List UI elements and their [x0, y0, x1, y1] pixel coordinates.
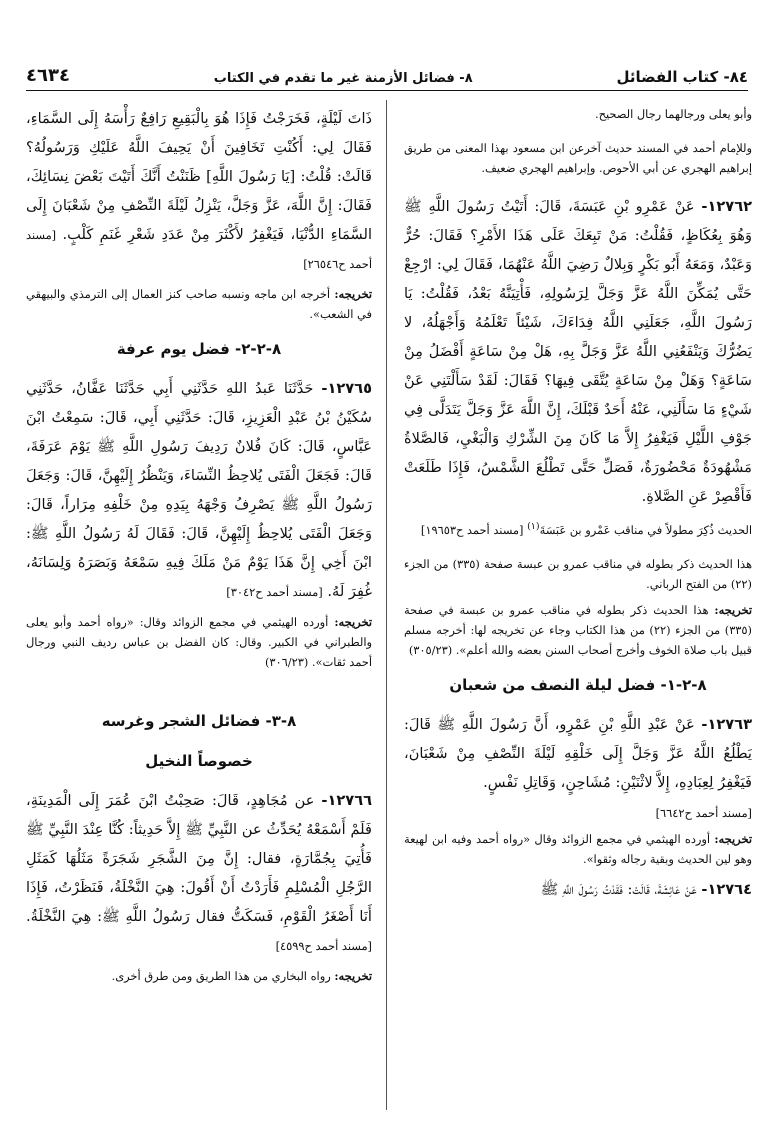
hadith-12764	[404, 875, 752, 904]
heading-yawm-arafa: ٨-٢-٢- فضل يوم عرفة	[116, 340, 282, 358]
hadith-12763	[404, 710, 752, 797]
hadith-12766	[26, 786, 372, 960]
takhrij-text: أورده الهيثمي في مجمع الزوائد وقال: «رواه أحمد وأبو يعلى والطبراني في الكبير. وقال: كان الفضل بن عباس رديف النبي ورجال أحمد ثقات». (٣٠٦/٢٣)	[26, 615, 372, 669]
hadith-12765	[26, 374, 372, 606]
heading-shajar-sub: خصوصاً النخيل	[145, 752, 253, 770]
heading-shajar: ٨-٣- فضائل الشجر وغرسه	[101, 712, 297, 730]
hadith-number: ١٢٧٦٤-	[701, 880, 752, 898]
note-text: الحديث ذُكِرَ مطولاً في مناقب عَمْرو بن عَبَسَةَ	[539, 522, 752, 537]
intro-paragraph-2: وللإمام أحمد في المسند حديث آخرعن ابن مسعود بهذا المعنى من طريق إبراهيم الهجري عن أبي الأحوص. وإبراهيم الهجري ضعيف.	[404, 141, 752, 175]
hadith-text: عَنْ عَبْدِ اللَّهِ بْنِ عَمْرٍو، أَنَّ رَسُولَ اللَّهِ ﷺ قَالَ: يَطْلُعُ اللَّهُ عَزَّ وَجَلَّ إِلَى خَلْقِهِ لَيْلَةَ النِّصْفِ مِنْ شَعْبَانَ، فَيَغْفِرُ لِعِبَادِهِ، إِلاَّ لاثْنَيْنِ: مُشَاحِنٍ، وَقَاتِلِ نَفْسٍ.	[404, 715, 752, 791]
takhrij-label: تخريجه:	[334, 969, 372, 983]
takhrij-text: رواه البخاري من هذا الطريق ومن طرق أخرى.	[111, 969, 331, 983]
hadith-12762-note	[404, 517, 752, 540]
hadith-12766-takhrij	[26, 966, 372, 986]
hadith-text: حَدَّثَنَا عَبدُ اللهِ حَدَّثَنِي أَبِي حَدَّثَنَا عَفَّانُ، حَدَّثَنِي سُكَيْنُ بْنُ عَبْدِ الْعَزِيزِ، قَالَ: حَدَّثَنِي أَبِي، قَالَ: سَمِعْتُ ابْنَ عَبَّاسٍ، قَالَ: كَانَ فُلانٌ رَدِيفَ رَسُولِ اللَّهِ ﷺ يَوْمَ عَرَفَةَ، قَالَ: فَجَعَلَ الْفَتَى يُلاحِظُ النِّسَاءَ، وَيَنْظُرُ إِلَيْهِنَّ، قَالَ: وَجَعَلَ رَسُولُ اللَّهِ ﷺ يَصْرِفُ وَجْهَهُ بِيَدِهِ مِنْ خَلْفِهِ مِرَاراً، قَالَ: وَجَعَلَ الْفَتَى يُلاحِظُ إِلَيْهِنَّ، قَالَ: فَقَالَ لَهُ رَسُولُ اللَّهِ ﷺ: ابْنَ أَخِي إِنَّ هَذَا يَوْمٌ مَنْ مَلَكَ فِيهِ سَمْعَهُ وَبَصَرَهُ وَلِسَانَهُ، غُفِرَ لَهُ.	[26, 380, 372, 600]
hadith-12763-citation: [مسند أحمد ح٦٦٤٢]	[655, 805, 752, 820]
hadith-12765-takhrij	[26, 612, 372, 672]
left-column	[26, 104, 372, 1114]
takhrij-text: أخرجه ابن ماجه ونسبه صاحب كنز العمال إلى الترمذي والبيهقي في الشعب».	[26, 287, 372, 321]
hadith-number: ١٢٧٦٦-	[321, 792, 372, 809]
citation: [مسند أحمد ح٢٦٥٤٦]	[26, 228, 372, 271]
chapter-title: ٨٤- كتاب الفضائل	[616, 68, 748, 86]
heading-nisf-shaban: ٨-٢-١- فضل ليلة النصف من شعبان	[449, 675, 707, 694]
citation: [مسند أحمد ح٤٥٩٩]	[275, 939, 372, 953]
section-title: ٨- فضائل الأزمنة غير ما تقدم في الكتاب	[213, 71, 473, 86]
right-column	[404, 104, 752, 1114]
takhrij-text: أورده الهيثمي في مجمع الزوائد وقال «رواه أحمد وفيه ابن لهيعة وهو لين الحديث وبقية رجاله وثقوا».	[404, 831, 752, 866]
hadith-12763-takhrij	[404, 829, 752, 869]
column-divider	[386, 100, 387, 1110]
hadith-number: ١٢٧٦٣-	[701, 715, 752, 733]
page-header	[26, 60, 748, 91]
hadith-12764-takhrij	[26, 284, 372, 324]
citation: [مسند أحمد ح٣٠٤٢]	[226, 585, 323, 599]
takhrij-label: تخريجه:	[334, 287, 372, 301]
takhrij-label: تخريجه:	[714, 831, 752, 846]
intro-line-1: وأبو يعلى ورجالهما رجال الصحيح.	[595, 107, 752, 121]
footnote-1: هذا الحديث ذكر بطوله في مناقب عمرو بن عبسة صفحة (٣٣٥) من الجزء (٢٢) من الفتح الرباني.	[404, 556, 752, 591]
hadith-text: عَنْ عَائِشَةَ، قَالَتْ: فَقَدْتُ رَسُولَ اللَّهِ ﷺ	[540, 880, 697, 898]
hadith-12762-takhrij	[404, 600, 752, 660]
hadith-number: ١٢٧٦٢-	[701, 198, 752, 215]
takhrij-label: تخريجه:	[714, 602, 752, 617]
footnote-marker: (١)	[527, 521, 540, 532]
takhrij-label: تخريجه:	[334, 615, 372, 629]
page-number: ٤٦٣٤	[26, 65, 70, 86]
takhrij-text: هذا الحديث ذكر بطوله في مناقب عمرو بن عبسة في صفحة (٣٣٥) من الجزء (٢٢) من هذا الكتاب وجاء عن تخريجه لها: أخرجه مسلم قبيل باب صلاة الخوف وأخرج أصحاب السنن بعضه والله أعلم». (٣٠٥/٢٣)	[404, 602, 752, 657]
hadith-text: عن مُجَاهِدٍ، قَالَ: صَحِبْتُ ابْنَ عُمَرَ إِلَى الْمَدِينَةِ، فَلَمْ أَسْمَعْهُ يُحَدِّثُ عن النَّبِيِّ ﷺ إِلاَّ حَدِيثاً: كُنَّا عِنْدَ النَّبِيِّ ﷺ فَأُتِيَ بِجُمَّارَةٍ، فقال: إِنَّ مِنَ الشَّجَرِ شَجَرَةً مَثَلُهَا كَمَثَلِ الرَّجُلِ الْمُسْلِمِ فَأَرَدْتُ أَنْ أَقُولَ: هِيَ النَّخْلَةُ، فَنَظَرْتُ، فَإِذَا أَنَا أَصْغَرُ الْقَوْمِ، فَسَكَتُّ فقال رَسُولُ اللَّهِ ﷺ: هِيَ النَّخْلَةُ.	[26, 792, 372, 925]
citation: [مسند أحمد ح١٩٦٥٣]	[420, 522, 524, 537]
hadith-number: ١٢٧٦٥-	[321, 380, 372, 397]
hadith-text: عَنْ عَمْرِو بْنِ عَبَسَةَ، قَالَ: أَتَيْتُ رَسُولَ اللَّهِ ﷺ وَهُوَ بِعُكَاظٍ، فَقُلْتُ: مَنْ تَبِعَكَ عَلَى هَذَا الأَمْرِ؟ فَقَالَ: حُرٌّ وَعَبْدٌ، وَمَعَهُ أَبُو بَكْرٍ وَبِلالٌ رَضِيَ اللَّهُ عَنْهُمَا، فَقَالَ لِي: ارْجِعْ حَتَّى يُمَكِّنَ اللَّهُ عَزَّ وَجَلَّ لِرَسُولِهِ، فَأْتِيَنَّهُ بَعْدُ، فَقُلْتُ: يَا رَسُولَ اللَّهِ، جَعَلَنِي اللَّهُ فِدَاءَكَ، شَيْئاً تَعْلَمُهُ وَأَجْهَلُهُ، لا يَضُرُّكَ وَيَنْفَعُنِي اللَّهُ عَزَّ وَجَلَّ بِهِ، هَلْ مِنْ سَاعَةٍ أَفْضَلُ مِنْ سَاعَةٍ؟ وَهَلْ مِنْ سَاعَةٍ يُتَّقَى فِيهَا؟ فَقَالَ: لَقَدْ سَأَلْتَنِي عَنْ شَيْءٍ مَا سَأَلَنِي، عَنْهُ أَحَدٌ قَبْلَكَ، إِنَّ اللَّهَ عَزَّ وَجَلَّ يَتَدَلَّى فِي جَوْفِ اللَّيْلِ فَيَغْفِرُ إِلاَّ مَا كَانَ مِنَ الشِّرْكِ وَالْبَغْيِ، فَالصَّلاةُ مَشْهُودَةٌ مَحْضُورَةٌ، فَصَلِّ حَتَّى تَطْلُعَ الشَّمْسُ، فَإِذَا طَلَعَتْ فَأَقْصِرْ عَنِ الصَّلاةِ.	[404, 198, 752, 505]
hadith-12764-continuation	[26, 104, 372, 278]
hadith-text: ذَاتَ لَيْلَةٍ، فَخَرَجْتُ فَإِذَا هُوَ بِالْبَقِيعِ رَافِعٌ رَأْسَهُ إِلَى السَّمَاءِ، فَقَالَ لِي: أَكُنْتِ تَخَافِينَ أَنْ يَحِيفَ اللَّهُ عَلَيْكِ وَرَسُولُهُ؟ قَالَتْ: قُلْتُ: [يَا رَسُولَ اللَّهِ] ظَنَنْتُ أَنَّكَ أَتَيْتَ بَعْضَ نِسَائِكَ، فَقَالَ: إِنَّ اللَّهَ، عَزَّ وَجَلَّ، يَنْزِلُ لَيْلَةَ النِّصْفِ مِنْ شَعْبَانَ إِلَى السَّمَاءِ الدُّنْيَا، فَيَغْفِرُ لأَكْثَرَ مِنْ عَدَدِ شَعْرِ غَنَمِ كَلْبٍ.	[26, 110, 372, 243]
hadith-12762	[404, 192, 752, 511]
